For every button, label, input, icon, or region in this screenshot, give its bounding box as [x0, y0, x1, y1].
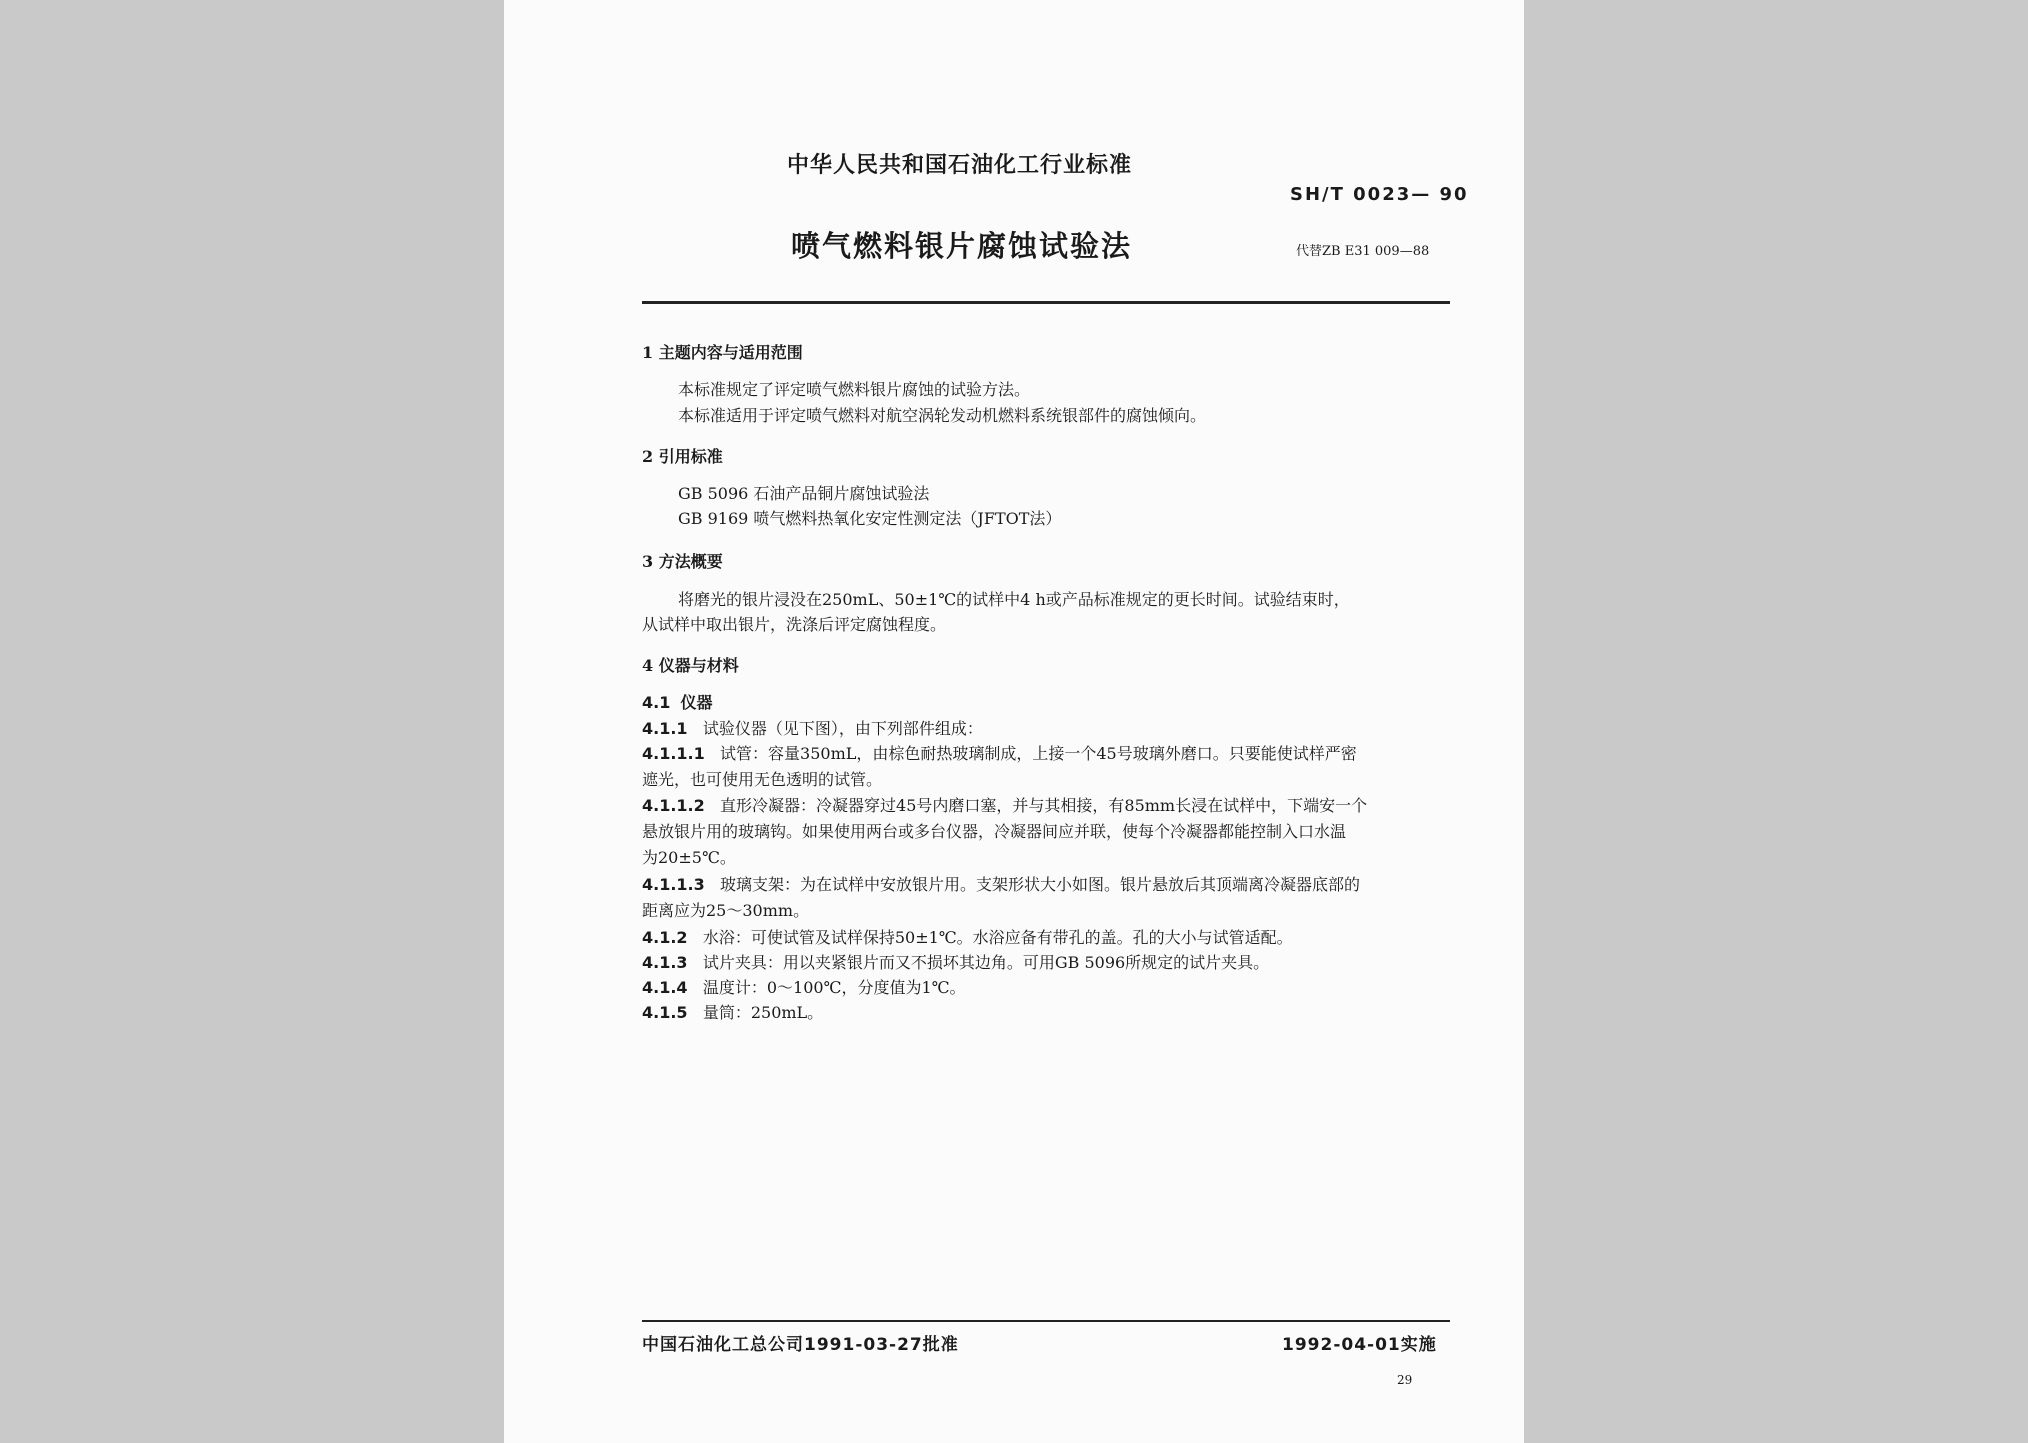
section-4-heading: 4 仪器与材料 — [642, 656, 739, 675]
clause-number: 4.1.1.3 — [642, 875, 705, 894]
clause-number: 4.1.1.1 — [642, 744, 705, 763]
clause-number: 4.1.4 — [642, 978, 688, 997]
clause-4-1-1-1-cont: 遮光，也可使用无色透明的试管。 — [642, 770, 883, 789]
clause-text: 量筒：250mL。 — [702, 1003, 824, 1022]
reference-gb5096: GB 5096 石油产品铜片腐蚀试验法 — [678, 484, 930, 503]
replaces-note: 代替ZB E31 009—88 — [1296, 244, 1430, 259]
clause-number: 4.1.5 — [642, 1003, 688, 1022]
clause-text: 试验仪器（见下图），由下列部件组成： — [702, 719, 983, 738]
section-1-heading: 1 主题内容与适用范围 — [642, 343, 803, 362]
clause-text: 温度计：0～100℃，分度值为1℃。 — [702, 978, 966, 997]
clause-4-1-4 — [642, 975, 966, 998]
footer-rule — [642, 1320, 1450, 1322]
clause-4-1-1-3-cont: 距离应为25～30mm。 — [642, 901, 810, 920]
clause-number: 4.1.1 — [642, 719, 688, 738]
section-2-heading: 2 引用标准 — [642, 447, 723, 466]
issuing-organization: 中华人民共和国石油化工行业标准 — [787, 152, 1133, 178]
clause-number: 4.1.1.2 — [642, 796, 705, 815]
clause-4-1-1-1 — [642, 741, 1357, 764]
reference-gb9169: GB 9169 喷气燃料热氧化安定性测定法（JFTOT法） — [678, 509, 1062, 528]
effective-date: 1992-04-01实施 — [1282, 1335, 1437, 1355]
section-3-heading: 3 方法概要 — [642, 552, 723, 571]
document-page — [504, 0, 1524, 1443]
clause-4-1 — [642, 690, 713, 713]
clause-4-1-5 — [642, 1000, 823, 1023]
clause-4-1-1-2 — [642, 793, 1367, 816]
clause-text: 试管：容量350mL，由棕色耐热玻璃制成，上接一个45号玻璃外磨口。只要能使试样严密 — [720, 744, 1357, 763]
section-1-paragraph-1: 本标准规定了评定喷气燃料银片腐蚀的试验方法。 — [678, 380, 1031, 399]
clause-number: 4.1 — [642, 693, 671, 712]
header-rule — [642, 301, 1450, 304]
clause-4-1-1 — [642, 716, 983, 739]
clause-number: 4.1.2 — [642, 928, 688, 947]
clause-4-1-1-3 — [642, 872, 1360, 895]
clause-text: 仪器 — [680, 693, 713, 712]
clause-text: 直形冷凝器：冷凝器穿过45号内磨口塞，并与其相接，有85mm长浸在试样中，下端安一个 — [720, 796, 1368, 815]
clause-4-1-2 — [642, 925, 1293, 948]
clause-4-1-1-2-cont-1: 悬放银片用的玻璃钩。如果使用两台或多台仪器，冷凝器间应并联，使每个冷凝器都能控制入口水温 — [642, 822, 1347, 841]
clause-text: 玻璃支架：为在试样中安放银片用。支架形状大小如图。银片悬放后其顶端离冷凝器底部的 — [720, 875, 1361, 894]
clause-4-1-3 — [642, 950, 1269, 973]
section-3-line-2: 从试样中取出银片，洗涤后评定腐蚀程度。 — [642, 615, 947, 634]
clause-number: 4.1.3 — [642, 953, 688, 972]
page-number: 29 — [1397, 1373, 1413, 1387]
approval-line: 中国石油化工总公司1991-03-27批准 — [642, 1335, 959, 1355]
clause-text: 水浴：可使试管及试样保持50±1℃。水浴应备有带孔的盖。孔的大小与试管适配。 — [702, 928, 1293, 947]
section-3-line-1: 将磨光的银片浸没在250mL、50±1℃的试样中4 h或产品标准规定的更长时间。试验结束时， — [678, 590, 1350, 609]
clause-4-1-1-2-cont-2: 为20±5℃。 — [642, 848, 736, 867]
standard-number: SH/T 0023— 90 — [1290, 184, 1469, 205]
document-title: 喷气燃料银片腐蚀试验法 — [791, 229, 1133, 263]
section-1-paragraph-2: 本标准适用于评定喷气燃料对航空涡轮发动机燃料系统银部件的腐蚀倾向。 — [678, 406, 1207, 425]
clause-text: 试片夹具：用以夹紧银片而又不损坏其边角。可用GB 5096所规定的试片夹具。 — [702, 953, 1270, 972]
